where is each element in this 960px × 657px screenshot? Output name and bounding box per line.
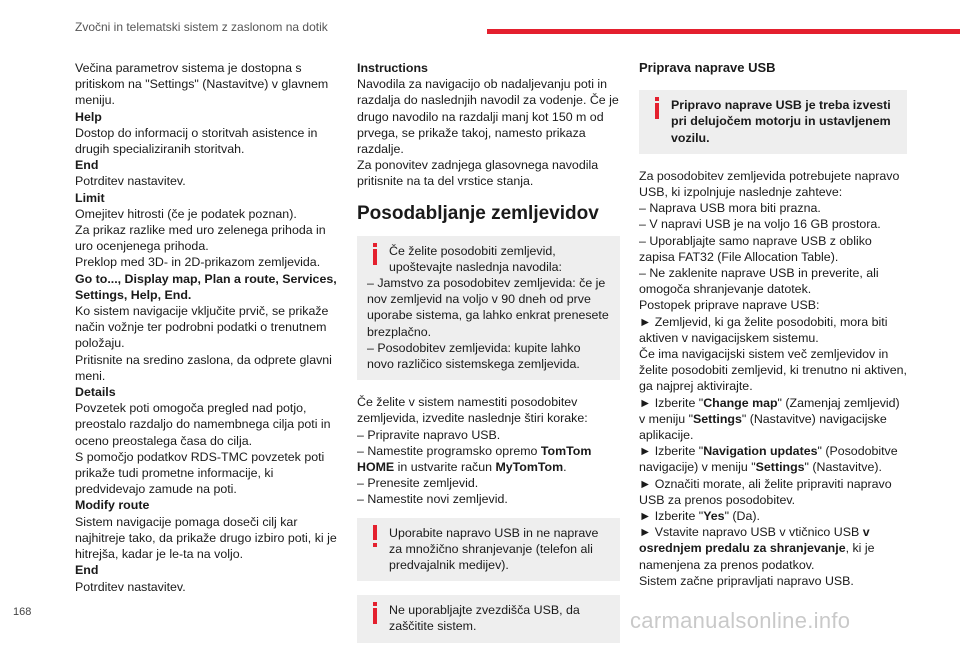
paragraph: Sistem navigacije pomaga doseči cilj kar najhitreje tako, da prikaže drugo izbiro poti, ki je hitrejša, kadar je le-ta na voljo.: [75, 514, 337, 562]
list-item: – Uporabljajte samo naprave USB z obliko zapisa FAT32 (File Allocation Table).: [639, 233, 872, 264]
step-item: ► Vstavite napravo USB v vtičnico USB v osrednjem predalu za shranjevanje, ki je namenjena za prenos podatkov.: [639, 525, 875, 572]
list-item: – Namestite programsko opremo TomTom HOME in ustvarite račun MyTomTom.: [357, 443, 592, 475]
term-end: End: [75, 563, 99, 578]
list-item: – Namestite novi zemljevid.: [357, 492, 508, 507]
paragraph: Povzetek poti omogoča pregled nad potjo, preostalo razdaljo do namembnega cilja poti in oceno preostalega časa do cilja.: [75, 401, 331, 448]
info-box: [357, 595, 620, 642]
paragraph: Postopek priprave naprave USB:: [639, 298, 820, 313]
paragraph: Potrditev nastavitev.: [75, 174, 186, 189]
column-left: [75, 60, 340, 595]
info-box: [357, 236, 620, 381]
column-middle: [357, 60, 620, 657]
info-icon: [649, 97, 665, 119]
step-item: ► Zemljevid, ki ga želite posodobiti, mora biti aktiven v navigacijskem sistemu.: [639, 314, 888, 345]
term-help: Help: [75, 109, 102, 124]
paragraph: Pritisnite na sredino zaslona, da odprete glavni meni.: [75, 352, 332, 383]
step-item: ► Izberite "Navigation updates" (Posodobitve navigacije) v meniju "Settings" (Nastavitve).: [639, 444, 898, 475]
list-item: – Pripravite napravo USB.: [357, 427, 501, 442]
menu-list: Go to..., Display map, Plan a route, Services, Settings, Help, End.: [75, 271, 337, 302]
page-header-title: Zvočni in telematski sistem z zaslonom na dotik: [75, 20, 328, 34]
page-number: 168: [13, 606, 32, 618]
section-title: Posodabljanje zemljevidov: [357, 202, 599, 224]
paragraph: Uporabite napravo USB in ne naprave za množično shranjevanje (telefon ali predvajalnik medijev).: [389, 525, 599, 573]
term-instructions: Instructions: [357, 61, 428, 75]
step-item: ► Označiti morate, ali želite pripraviti napravo USB za prenos posodobitev.: [639, 476, 892, 507]
paragraph: Navodila za navigacijo ob nadaljevanju poti in razdalja do naslednjih navodil za vodenje. Če je drugo navodilo na razdalji manj kot 150 m od prvega, se prikaže takoj, namesto prikaza razdalje.: [357, 77, 619, 157]
paragraph: – Posodobitev zemljevida: kupite lahko novo različico sistemskega zemljevida.: [367, 340, 581, 372]
paragraph: Če ima navigacijski sistem več zemljevidov in želite posodobiti zemljevid, ki trenutno ni aktiven, ga najprej aktivirajte.: [639, 347, 907, 394]
paragraph: S pomočjo podatkov RDS-TMC povzetek poti prikaže tudi prometne informacije, ki predvidevajo zamude na poti.: [75, 449, 325, 497]
paragraph: Sistem začne pripravljati napravo USB.: [639, 573, 854, 588]
info-icon: [367, 602, 383, 624]
warning-box: [357, 518, 620, 582]
info-box: [639, 90, 907, 154]
list-item: – Ne zaklenite naprave USB in preverite, ali omogoča shranjevanje datotek.: [639, 266, 879, 297]
paragraph: Potrditev nastavitev.: [75, 579, 186, 594]
list-item: – Prenesite zemljevid.: [357, 476, 479, 491]
paragraph: Ko sistem navigacije vključite prvič, se prikaže način vožnje ter podrobni podatki o trenutnem položaju.: [75, 304, 329, 351]
paragraph: Večina parametrov sistema je dostopna s pritiskom na "Settings" (Nastavitve) v glavnem meniju.: [75, 61, 329, 108]
warning-icon: [367, 525, 383, 547]
paragraph: Za posodobitev zemljevida potrebujete napravo USB, ki izpolnjuje naslednje zahteve:: [639, 168, 900, 200]
column-right: [639, 60, 907, 589]
term-modify-route: Modify route: [75, 498, 150, 513]
step-item: ► Izberite "Yes" (Da).: [639, 509, 760, 524]
watermark: carmanualsonline.info: [630, 608, 851, 633]
section-heading: Priprava naprave USB: [639, 60, 776, 75]
info-icon: [367, 243, 383, 265]
paragraph: Ne uporabljajte zvezdišča USB, da zaščitite sistem.: [389, 603, 580, 634]
term-details: Details: [75, 385, 116, 400]
paragraph: Pripravo naprave USB je treba izvesti pri delujočem motorju in ustavljenem vozilu.: [671, 98, 891, 145]
paragraph: Za ponovitev zadnjega glasovnega navodila pritisnite na ta del vrstice stanja.: [357, 158, 599, 189]
paragraph: Omejitev hitrosti (če je podatek poznan).: [75, 206, 297, 221]
list-item: – V napravi USB je na voljo 16 GB prostora.: [639, 217, 881, 232]
paragraph: Če želite v sistem namestiti posodobitev zemljevida, izvedite naslednje štiri korake:: [357, 395, 588, 426]
paragraph: Dostop do informacij o storitvah asistence in drugih specializiranih storitvah.: [75, 125, 318, 157]
list-item: – Naprava USB mora biti prazna.: [639, 201, 821, 216]
paragraph: Če želite posodobiti zemljevid, upoštevajte naslednja navodila:: [389, 243, 562, 274]
term-limit: Limit: [75, 190, 105, 205]
step-item: ► Izberite "Change map" (Zamenjaj zemljevid) v meniju "Settings" (Nastavitve) navigacijske aplikacije.: [639, 395, 900, 443]
paragraph: – Jamstvo za posodobitev zemljevida: če je nov zemljevid na voljo v 90 dneh od prve uporabe sistema, ga lahko enkrat prenesete brezplačno.: [367, 276, 609, 339]
paragraph: Za prikaz razlike med uro zelenega prihoda in uro ocenjenega prihoda.: [75, 223, 326, 254]
paragraph: Preklop med 3D- in 2D-prikazom zemljevida.: [75, 255, 321, 270]
header-accent-bar: [487, 29, 960, 34]
term-end: End: [75, 158, 99, 173]
